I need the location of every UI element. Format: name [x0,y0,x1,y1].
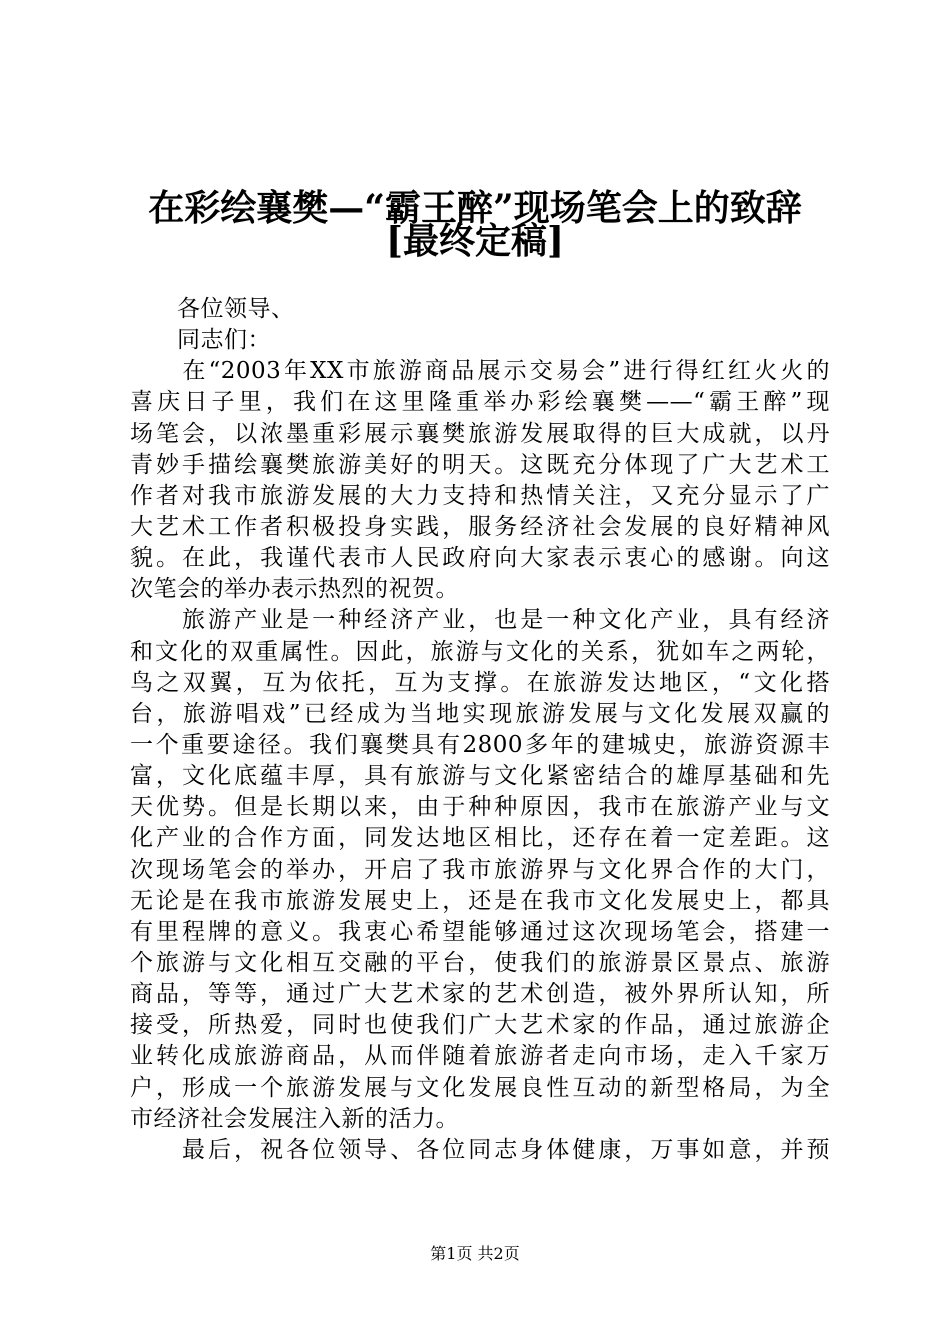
body-text-line: 各位领导、 [130,296,295,322]
body-text-line: 个旅游与文化相互交融的平台，使我们的旅游景区景点、旅游 [130,949,830,976]
body-text-line: 业转化成旅游商品，从而伴随着旅游者走向市场，走入千家万 [130,1043,830,1070]
body-text-line: 同志们： [130,327,271,354]
body-text-line: 大艺术工作者积极投身实践，服务经济社会发展的良好精神风 [130,513,830,540]
body-text-line: 富，文化底蕴丰厚，具有旅游与文化紧密结合的雄厚基础和先 [130,763,830,790]
body-text-line: 在“2003年XX市旅游商品展示交易会”进行得红红火火的 [130,358,830,385]
body-text-line: 有里程牌的意义。我衷心希望能够通过这次现场笔会，搭建一 [130,918,830,945]
body-text-line: 接受，所热爱，同时也使我们广大艺术家的作品，通过旅游企 [130,1012,830,1039]
body-text-line: 作者对我市旅游发展的大力支持和热情关注，又充分显示了广 [130,482,830,509]
body-text-line: 喜庆日子里，我们在这里隆重举办彩绘襄樊——“霸王醉”现 [130,389,830,416]
body-text-line: 天优势。但是长期以来，由于种种原因，我市在旅游产业与文 [130,794,830,821]
body-text-line: 化产业的合作方面，同发达地区相比，还存在着一定差距。这 [130,825,830,852]
page-footer: 第1页 共2页 [430,1244,520,1263]
body-text-line: 和文化的双重属性。因此，旅游与文化的关系，犹如车之两轮， [130,638,830,665]
document-title: 在彩绘襄樊—“霸王醉”现场笔会上的致辞 [148,187,802,229]
body-text-line: 鸟之双翼，互为依托，互为支撑。在旅游发达地区，“文化搭 [130,669,830,696]
body-text-line: 最后，祝各位领导、各位同志身体健康，万事如意，并预 [130,1136,830,1163]
body-text-line: 次现场笔会的举办，开启了我市旅游界与文化界合作的大门， [130,856,830,883]
body-text-line: 台，旅游唱戏”已经成为当地实现旅游发展与文化发展双赢的 [130,700,830,727]
body-text-line: 商品，等等，通过广大艺术家的艺术创造，被外界所认知，所 [130,981,830,1008]
body-text-line: 貌。在此，我谨代表市人民政府向大家表示衷心的感谢。向这 [130,545,830,572]
body-text-line: 户，形成一个旅游发展与文化发展良性互动的新型格局，为全 [130,1074,830,1101]
body-text-line: 旅游产业是一种经济产业，也是一种文化产业，具有经济 [130,607,830,634]
body-text-line: 青妙手描绘襄樊旅游美好的明天。这既充分体现了广大艺术工 [130,451,830,478]
document-body [130,294,830,1166]
body-text-line: 一个重要途径。我们襄樊具有2800多年的建城史，旅游资源丰 [130,731,830,758]
body-text-line: 市经济社会发展注入新的活力。 [130,1105,459,1132]
body-text-line: 场笔会，以浓墨重彩展示襄樊旅游发展取得的巨大成就，以丹 [130,420,830,447]
document-title-suffix: [最终定稿] [385,220,565,262]
body-text-line: 次笔会的举办表示热烈的祝贺。 [130,576,459,603]
body-text-line: 无论是在我市旅游发展史上，还是在我市文化发展史上，都具 [130,887,830,914]
